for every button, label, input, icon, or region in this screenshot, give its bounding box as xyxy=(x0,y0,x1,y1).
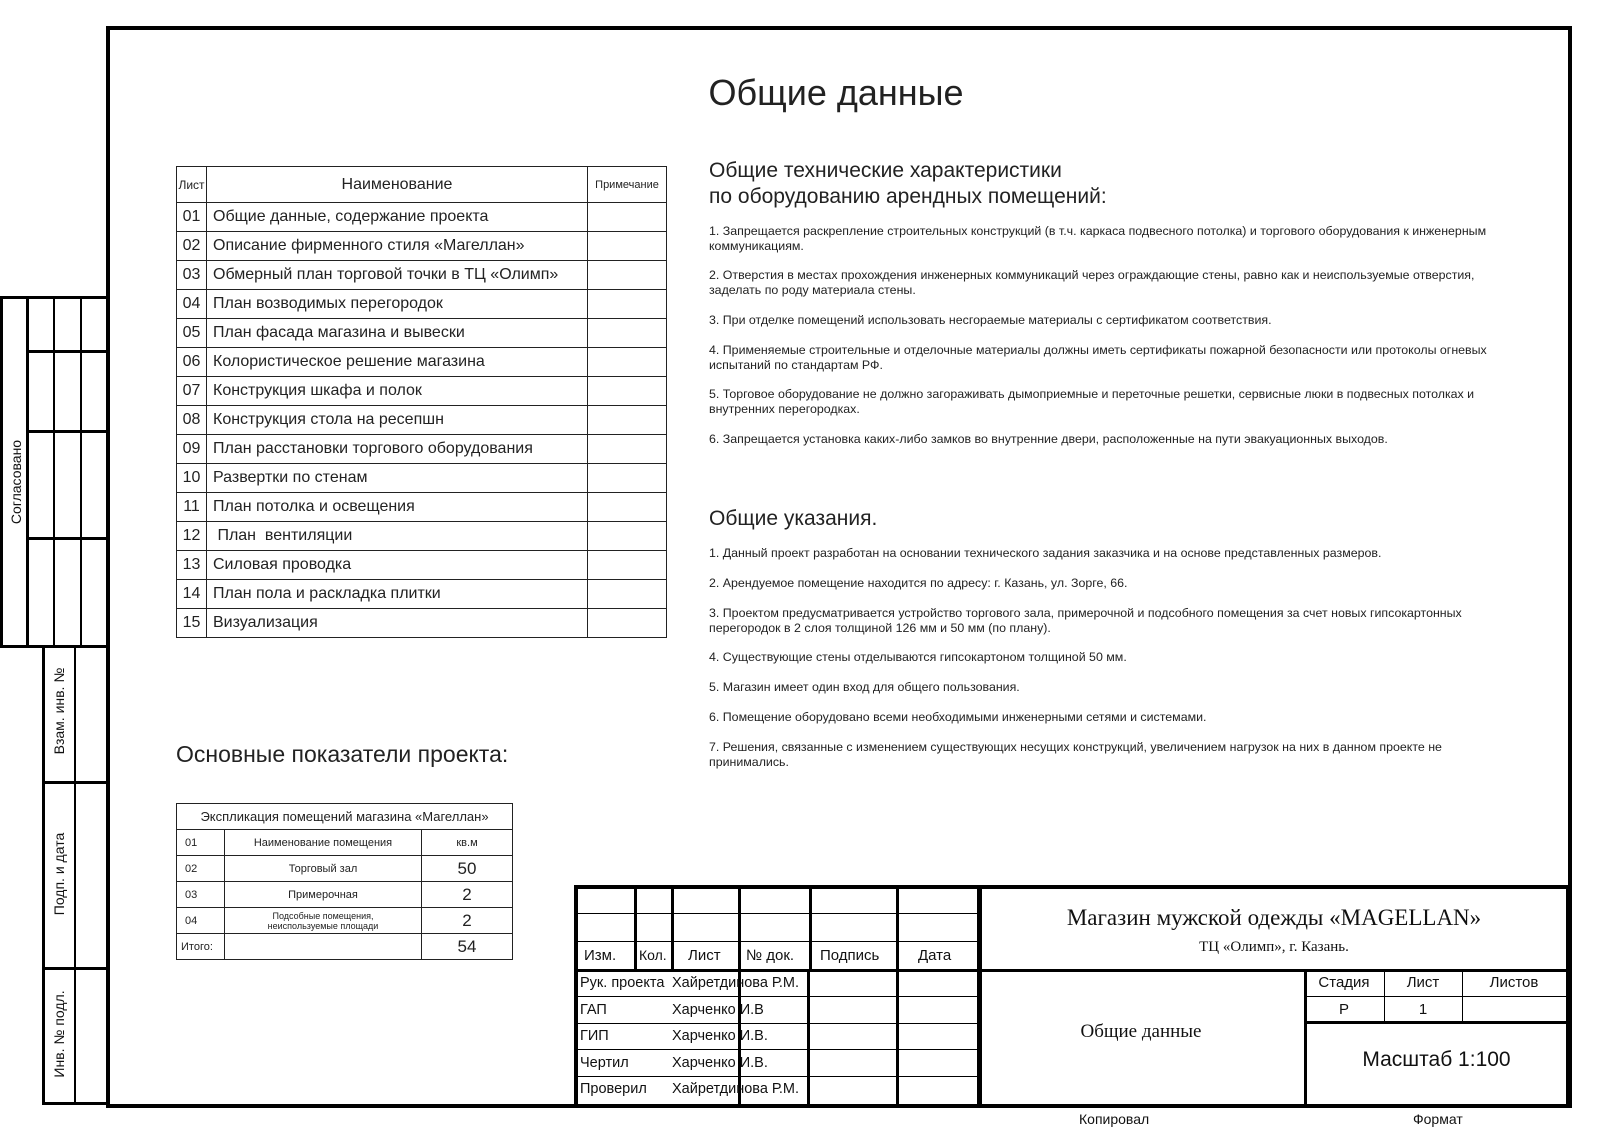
project-title: Магазин мужской одежды «MAGELLAN» xyxy=(1066,905,1482,930)
sheet-name: Общие данные, содержание проекта xyxy=(207,203,588,232)
sheet-number: 15 xyxy=(177,609,207,638)
stamp-role: ГИП xyxy=(580,1028,609,1044)
explication-header-num: 01 xyxy=(177,830,225,856)
explication-name: Торговый зал xyxy=(225,856,422,882)
header-kol: Кол. xyxy=(639,947,667,963)
sheet-number: 07 xyxy=(177,377,207,406)
sheet-number: 04 xyxy=(177,290,207,319)
sheet-name: План вентиляции xyxy=(207,522,588,551)
general-item: 3. Проектом предусматривается устройство торгового зала, примерочной и подсобного помещения за счет новых гипсокартонных перегородок в 2 слоя толщиной 126 мм и 50 мм (по плану). xyxy=(709,606,1462,635)
sheet-name: План пола и раскладка плитки xyxy=(207,580,588,609)
sheet-row xyxy=(177,261,667,290)
general-item: 6. Помещение оборудовано всеми необходимыми инженерными сетями и системами. xyxy=(709,710,1207,724)
sheet-name: Колористическое решение магазина xyxy=(207,348,588,377)
header-izm: Изм. xyxy=(584,947,617,964)
sheet-label: Лист xyxy=(1406,974,1440,991)
sheet-value: 1 xyxy=(1418,1001,1428,1018)
header-doc: № док. xyxy=(746,947,795,964)
sheet-name: Развертки по стенам xyxy=(207,464,588,493)
stamp-person: Хайретдинова Р.М. xyxy=(672,975,799,991)
header-list: Лист xyxy=(688,947,721,964)
sheet-name: Общие данные xyxy=(1080,1021,1202,1042)
sheet-row xyxy=(177,290,667,319)
explication-row xyxy=(177,856,513,882)
general-item: 1. Данный проект разработан на основании технического задания заказчика и на основе представленных размеров. xyxy=(709,546,1382,560)
sheet-number: 01 xyxy=(177,203,207,232)
sheet-note xyxy=(588,232,667,261)
sheet-number: 14 xyxy=(177,580,207,609)
sheet-number: 11 xyxy=(177,493,207,522)
stamp-person: Хайретдинова Р.М. xyxy=(672,1081,799,1097)
explication-row xyxy=(177,908,513,934)
sheet-number: 06 xyxy=(177,348,207,377)
header-sign: Подпись xyxy=(820,947,880,964)
stage-value: Р xyxy=(1338,1001,1349,1018)
sheet-row xyxy=(177,551,667,580)
sheet-row xyxy=(177,522,667,551)
sheet-row xyxy=(177,406,667,435)
sheet-list-table xyxy=(176,166,667,638)
sheets-label: Листов xyxy=(1489,974,1539,991)
sheet-number: 08 xyxy=(177,406,207,435)
inv-swap-label: Взам. инв. № xyxy=(51,667,67,755)
general-heading: Общие указания. xyxy=(709,507,878,530)
page-title: Общие данные xyxy=(708,72,964,113)
sheet-name: План потолка и освещения xyxy=(207,493,588,522)
sheet-name: План фасада магазина и вывески xyxy=(207,319,588,348)
tech-item: 5. Торговое оборудование не должно загораживать дымоприемные и переточные решетки, сервисные люки в подвесных потолках и внутренних перегородках. xyxy=(709,387,1475,416)
explication-value: 2 xyxy=(422,882,513,908)
sheet-name: Силовая проводка xyxy=(207,551,588,580)
sheet-row xyxy=(177,377,667,406)
explication-header-unit: кв.м xyxy=(422,830,513,856)
explication-name: Подсобные помещения, неиспользуемые площади xyxy=(225,908,422,934)
stamp-role: ГАП xyxy=(580,1001,607,1018)
tech-heading-line1: Общие технические характеристики xyxy=(709,159,1062,182)
sheet-note xyxy=(588,493,667,522)
tech-heading xyxy=(709,158,1107,210)
col-name-header: Наименование xyxy=(207,167,588,203)
sheet-row xyxy=(177,203,667,232)
sign-date-label: Подп. и дата xyxy=(51,832,67,916)
sheet-number: 13 xyxy=(177,551,207,580)
explication-total-value: 54 xyxy=(422,934,513,960)
sheet-number: 02 xyxy=(177,232,207,261)
sheet-note xyxy=(588,203,667,232)
sheet-note xyxy=(588,522,667,551)
explication-num: 03 xyxy=(177,882,225,908)
sheet-row xyxy=(177,580,667,609)
sheet-number: 10 xyxy=(177,464,207,493)
tech-heading-line2: по оборудованию арендных помещений: xyxy=(709,185,1107,208)
stamp-role: Проверил xyxy=(580,1081,647,1097)
sheet-note xyxy=(588,406,667,435)
sheet-row xyxy=(177,435,667,464)
sheet-name: Визуализация xyxy=(207,609,588,638)
sheet-note xyxy=(588,580,667,609)
agreed-label: Согласовано xyxy=(8,439,24,525)
stamp-person: Харченко И.В. xyxy=(672,1054,768,1071)
general-item: 5. Магазин имеет один вход для общего пользования. xyxy=(709,680,1020,694)
sheet-number: 09 xyxy=(177,435,207,464)
col-sheet-header: Лист xyxy=(177,167,207,203)
explication-value: 2 xyxy=(422,908,513,934)
sheet-name: Описание фирменного стиля «Магеллан» xyxy=(207,232,588,261)
sheet-note xyxy=(588,348,667,377)
sheet-note xyxy=(588,377,667,406)
sheet-row xyxy=(177,348,667,377)
tech-item: 4. Применяемые строительные и отделочные материалы должны иметь сертификаты пожарной безопасности или протоколы огневых испытаний по стандартам РФ. xyxy=(709,343,1487,372)
general-item: 4. Существующие стены отделываются гипсокартоном толщиной 50 мм. xyxy=(709,650,1127,664)
general-item: 2. Арендуемое помещение находится по адресу: г. Казань, ул. Зорге, 66. xyxy=(709,576,1128,590)
sheet-row xyxy=(177,493,667,522)
sheet-note xyxy=(588,319,667,348)
general-item: 7. Решения, связанные с изменением существующих несущих конструкций, увеличением нагрузок на них в данном проекте не принимались. xyxy=(709,740,1442,769)
sheet-note xyxy=(588,290,667,319)
sheet-name: Конструкция стола на ресепшн xyxy=(207,406,588,435)
explication-num: 02 xyxy=(177,856,225,882)
sheet-name: План возводимых перегородок xyxy=(207,290,588,319)
stage-label: Стадия xyxy=(1318,974,1370,991)
sheet-note xyxy=(588,551,667,580)
sheet-note xyxy=(588,435,667,464)
sheet-name: План расстановки торгового оборудования xyxy=(207,435,588,464)
stamp-role: Рук. проекта xyxy=(580,975,665,991)
explication-header-name: Наименование помещения xyxy=(225,830,422,856)
sheet-row xyxy=(177,319,667,348)
explication-title: Экспликация помещений магазина «Магеллан» xyxy=(177,804,513,830)
tech-item: 1. Запрещается раскрепление строительных конструкций (в т.ч. каркаса подвесного потолка) и торгового оборудования к инженерным коммуникациям. xyxy=(709,224,1487,253)
tech-item: 2. Отверстия в местах прохождения инженерных коммуникаций через ограждающие стены, равно как и неиспользуемые отверстия, заделать по роду материала стены. xyxy=(709,268,1475,297)
project-subtitle: ТЦ «Олимп», г. Казань. xyxy=(1199,939,1349,955)
explication-num: 04 xyxy=(177,908,225,934)
sheet-name: Конструкция шкафа и полок xyxy=(207,377,588,406)
sheet-note xyxy=(588,464,667,493)
explication-name: Примерочная xyxy=(225,882,422,908)
scale-value: Масштаб 1:100 xyxy=(1362,1048,1511,1071)
sheet-name: Обмерный план торговой точки в ТЦ «Олимп» xyxy=(207,261,588,290)
header-date: Дата xyxy=(918,947,952,964)
explication-table xyxy=(176,803,513,960)
col-note-header: Примечание xyxy=(588,167,667,203)
indicators-heading: Основные показатели проекта: xyxy=(176,741,509,767)
stamp-person: Харченко И.В. xyxy=(672,1028,768,1044)
sheet-row xyxy=(177,232,667,261)
copied-label: Копировал xyxy=(1079,1111,1150,1127)
inv-orig-label: Инв. № подл. xyxy=(51,990,67,1078)
sheet-row xyxy=(177,609,667,638)
stamp-role: Чертил xyxy=(580,1054,629,1071)
sheet-note xyxy=(588,261,667,290)
sheet-number: 03 xyxy=(177,261,207,290)
explication-value: 50 xyxy=(422,856,513,882)
sheet-number: 12 xyxy=(177,522,207,551)
stamp-person: Харченко И.В xyxy=(672,1001,764,1018)
sheet-number: 05 xyxy=(177,319,207,348)
explication-row xyxy=(177,882,513,908)
sheet-note xyxy=(588,609,667,638)
title-block xyxy=(574,885,1570,1104)
format-label: Формат xyxy=(1413,1111,1463,1127)
tech-item: 3. При отделке помещений использовать несгораемые материалы с сертификатом соответствия. xyxy=(709,313,1272,327)
explication-total-label: Итого: xyxy=(177,934,225,960)
sheet-row xyxy=(177,464,667,493)
tech-item: 6. Запрещается установка каких-либо замков во внутренние двери, расположенные на пути эвакуационных выходов. xyxy=(709,432,1388,446)
